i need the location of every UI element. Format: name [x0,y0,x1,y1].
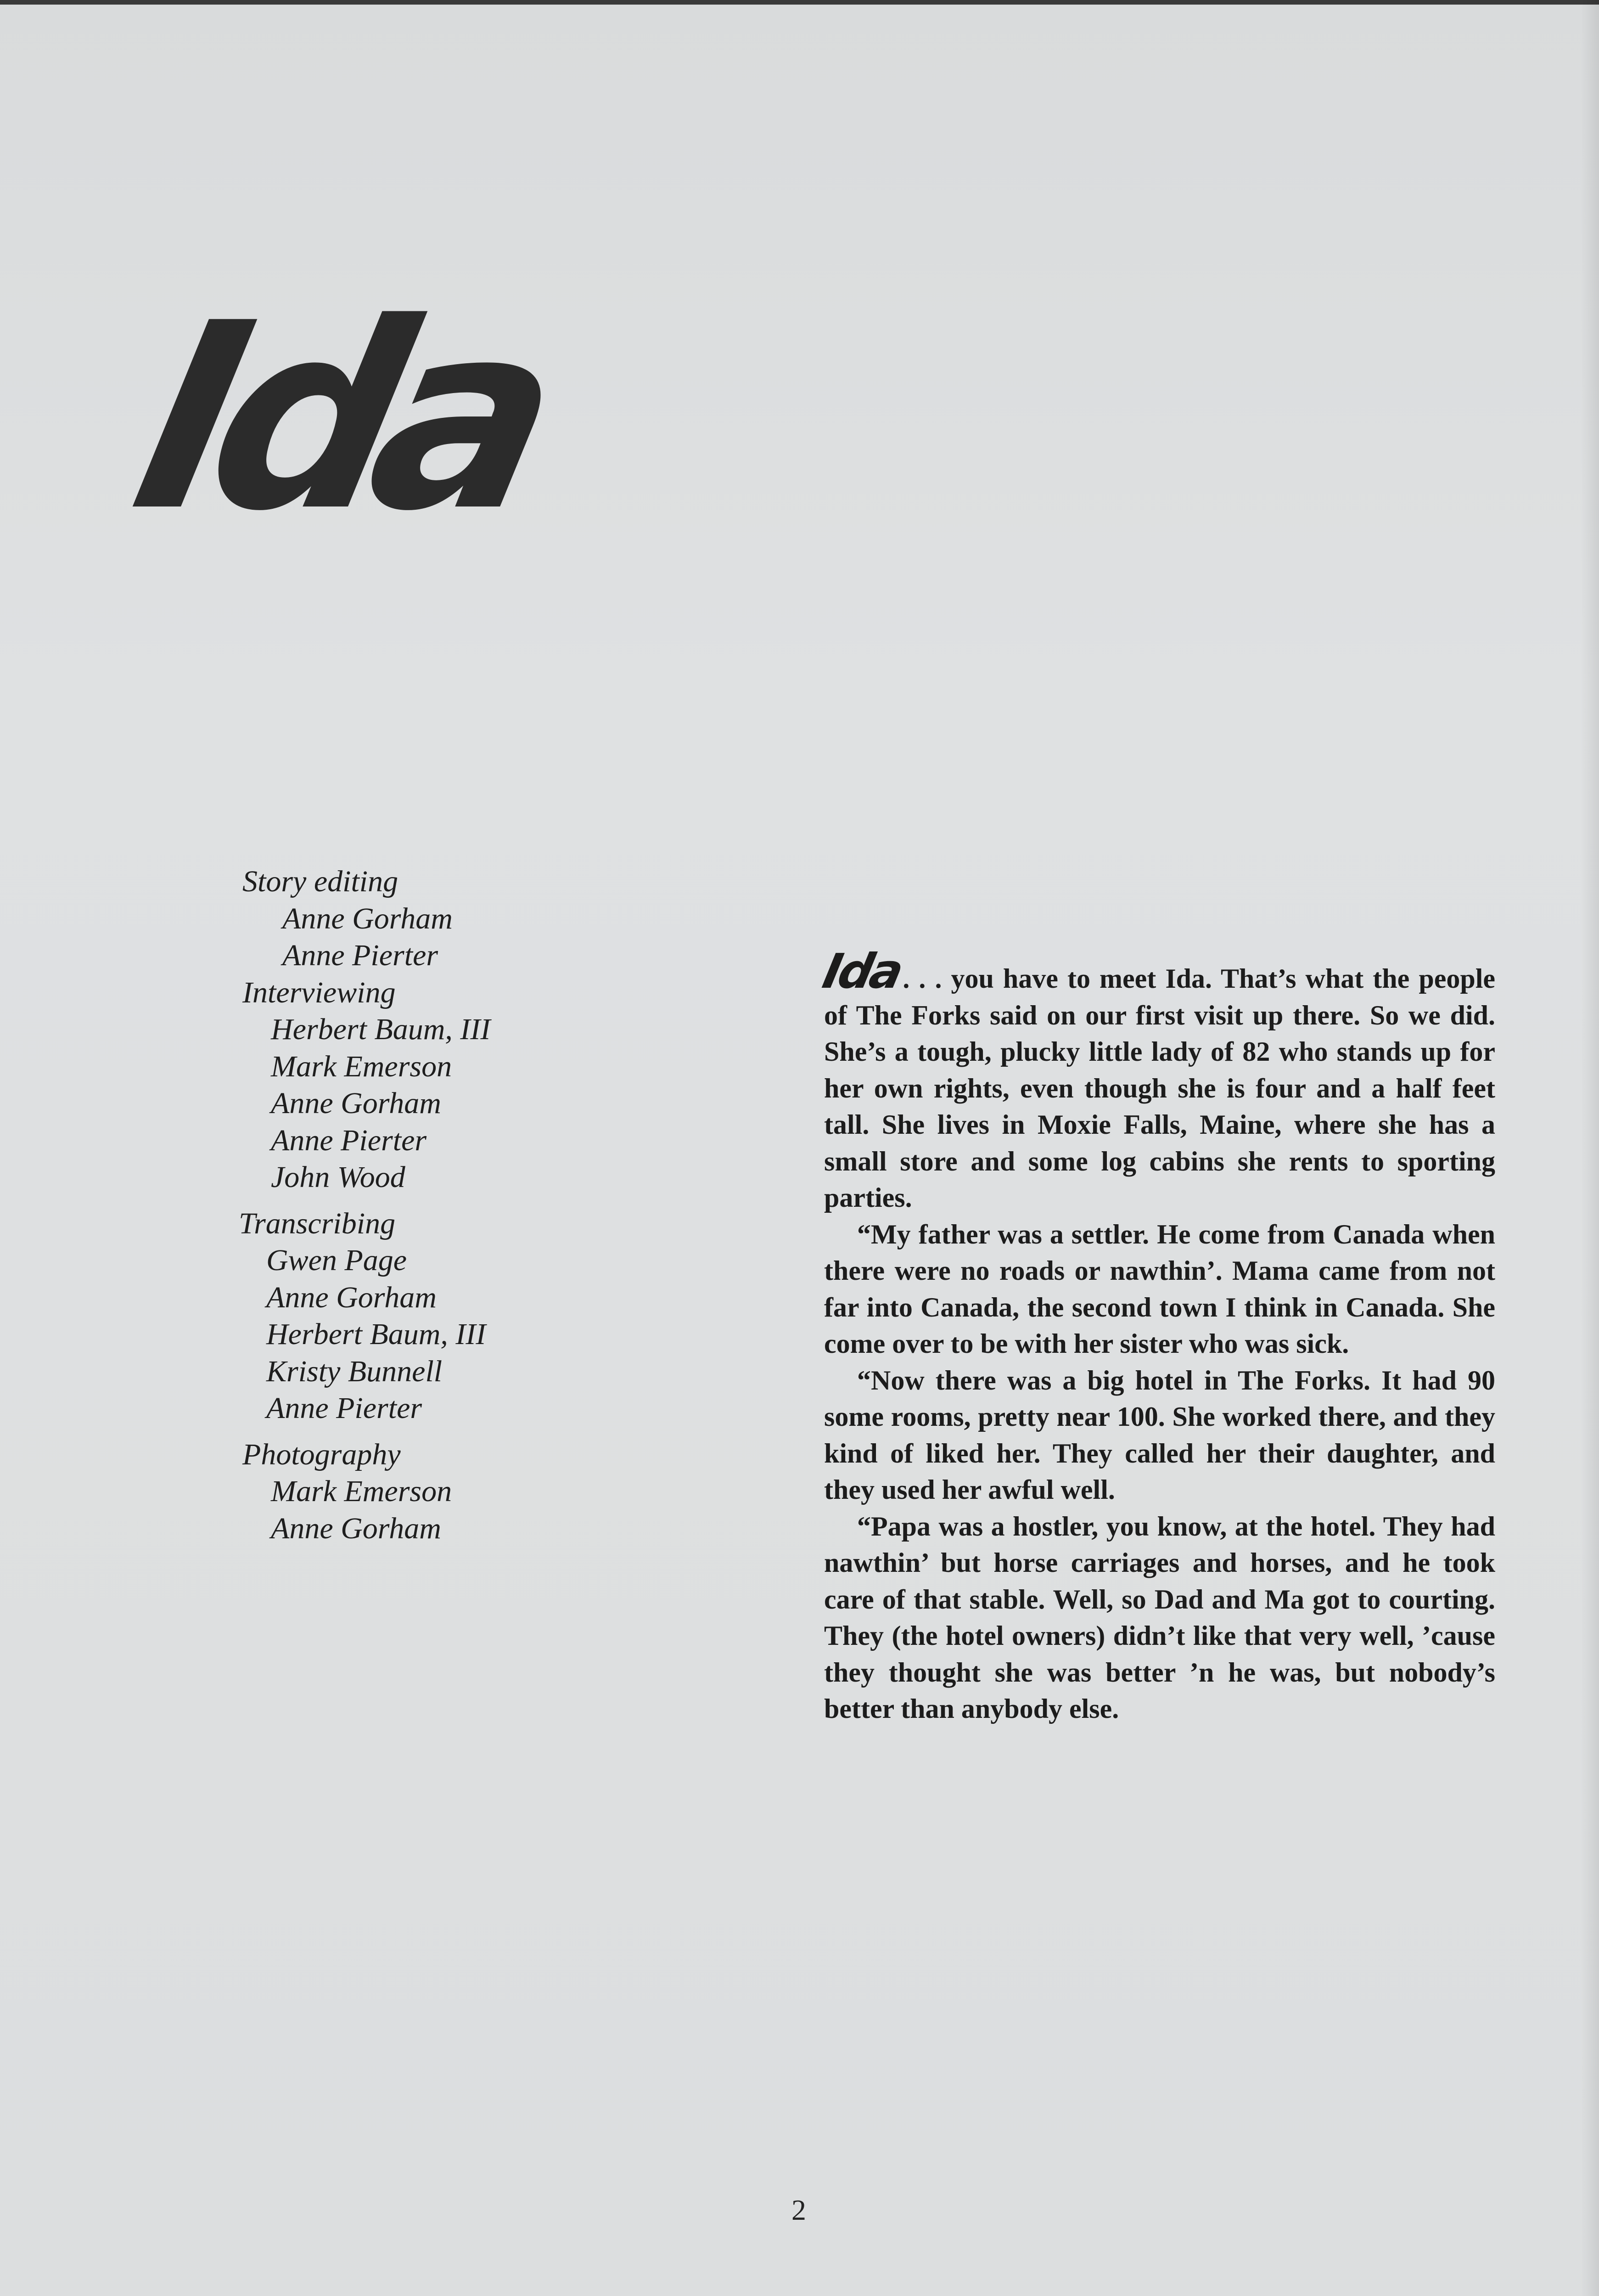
credit-group-interviewing [239,974,652,1196]
page-right-shadow [1581,0,1599,2296]
credit-name: Anne Pierter [271,1123,427,1157]
story-paragraph [818,943,1495,1216]
credits-list [239,863,652,1561]
story-paragraph: “Papa was a hostler, you know, at the hotel. They had nawthin’ but horse carriages and horses, and he took care of that stable. Well, so Dad and Ma got to courting. They (the hotel owners) didn’t like that very well, ’cause they thought she was better ’n he was, but nobody’s better than anybody else. [824,1511,1495,1724]
story-paragraph: “My father was a settler. He come from Canada when there were no roads or nawthin’. Mama came from not far into Canada, the second town I think in Canada. She come over to be with her sister who was sick. [824,1219,1495,1359]
credit-name: Kristy Bunnell [266,1354,443,1388]
credit-name: Mark Emerson [271,1049,452,1083]
page-top-edge [0,0,1599,5]
credit-name: Anne Gorham [271,1511,441,1545]
credit-name: Anne Pierter [282,939,438,972]
story-text [818,943,1495,1830]
story-lead-word: Ida [818,943,906,999]
credit-heading: Interviewing [242,975,396,1009]
credit-name: Mark Emerson [271,1474,452,1508]
credit-name: Anne Gorham [266,1280,437,1314]
credit-heading: Photography [242,1437,401,1471]
credit-name: Anne Pierter [266,1391,422,1425]
credit-name: John Wood [271,1160,405,1194]
credit-group-photography [239,1436,652,1548]
credit-heading: Story editing [242,865,398,898]
page-title: Ida [114,268,562,568]
credit-group-transcribing [239,1205,652,1427]
story-paragraph-text: . . . you have to meet Ida. That’s what the people of The Forks said on our first visit up there. So we did. She’s a tough, plucky little lady of 82 who stands up for her own rights, even though she is four and a half feet tall. She lives in Moxie Falls, Maine, where she has a small store and some log cabins she rents to sporting parties. [824,963,1495,1213]
credit-group-story-editing [239,863,652,974]
credit-heading: Transcribing [239,1206,396,1240]
credit-name: Herbert Baum, III [271,1013,491,1046]
story-paragraph: “Now there was a big hotel in The Forks. It had 90 some rooms, pretty near 100. She worked there, and they kind of liked her. They called her their daughter, and they used her awful well. [824,1365,1495,1505]
credit-name: Gwen Page [266,1244,407,1277]
credit-name: Herbert Baum, III [266,1317,486,1351]
credit-name: Anne Gorham [282,901,453,935]
credit-name: Anne Gorham [271,1086,441,1120]
page-number: 2 [791,2194,806,2226]
